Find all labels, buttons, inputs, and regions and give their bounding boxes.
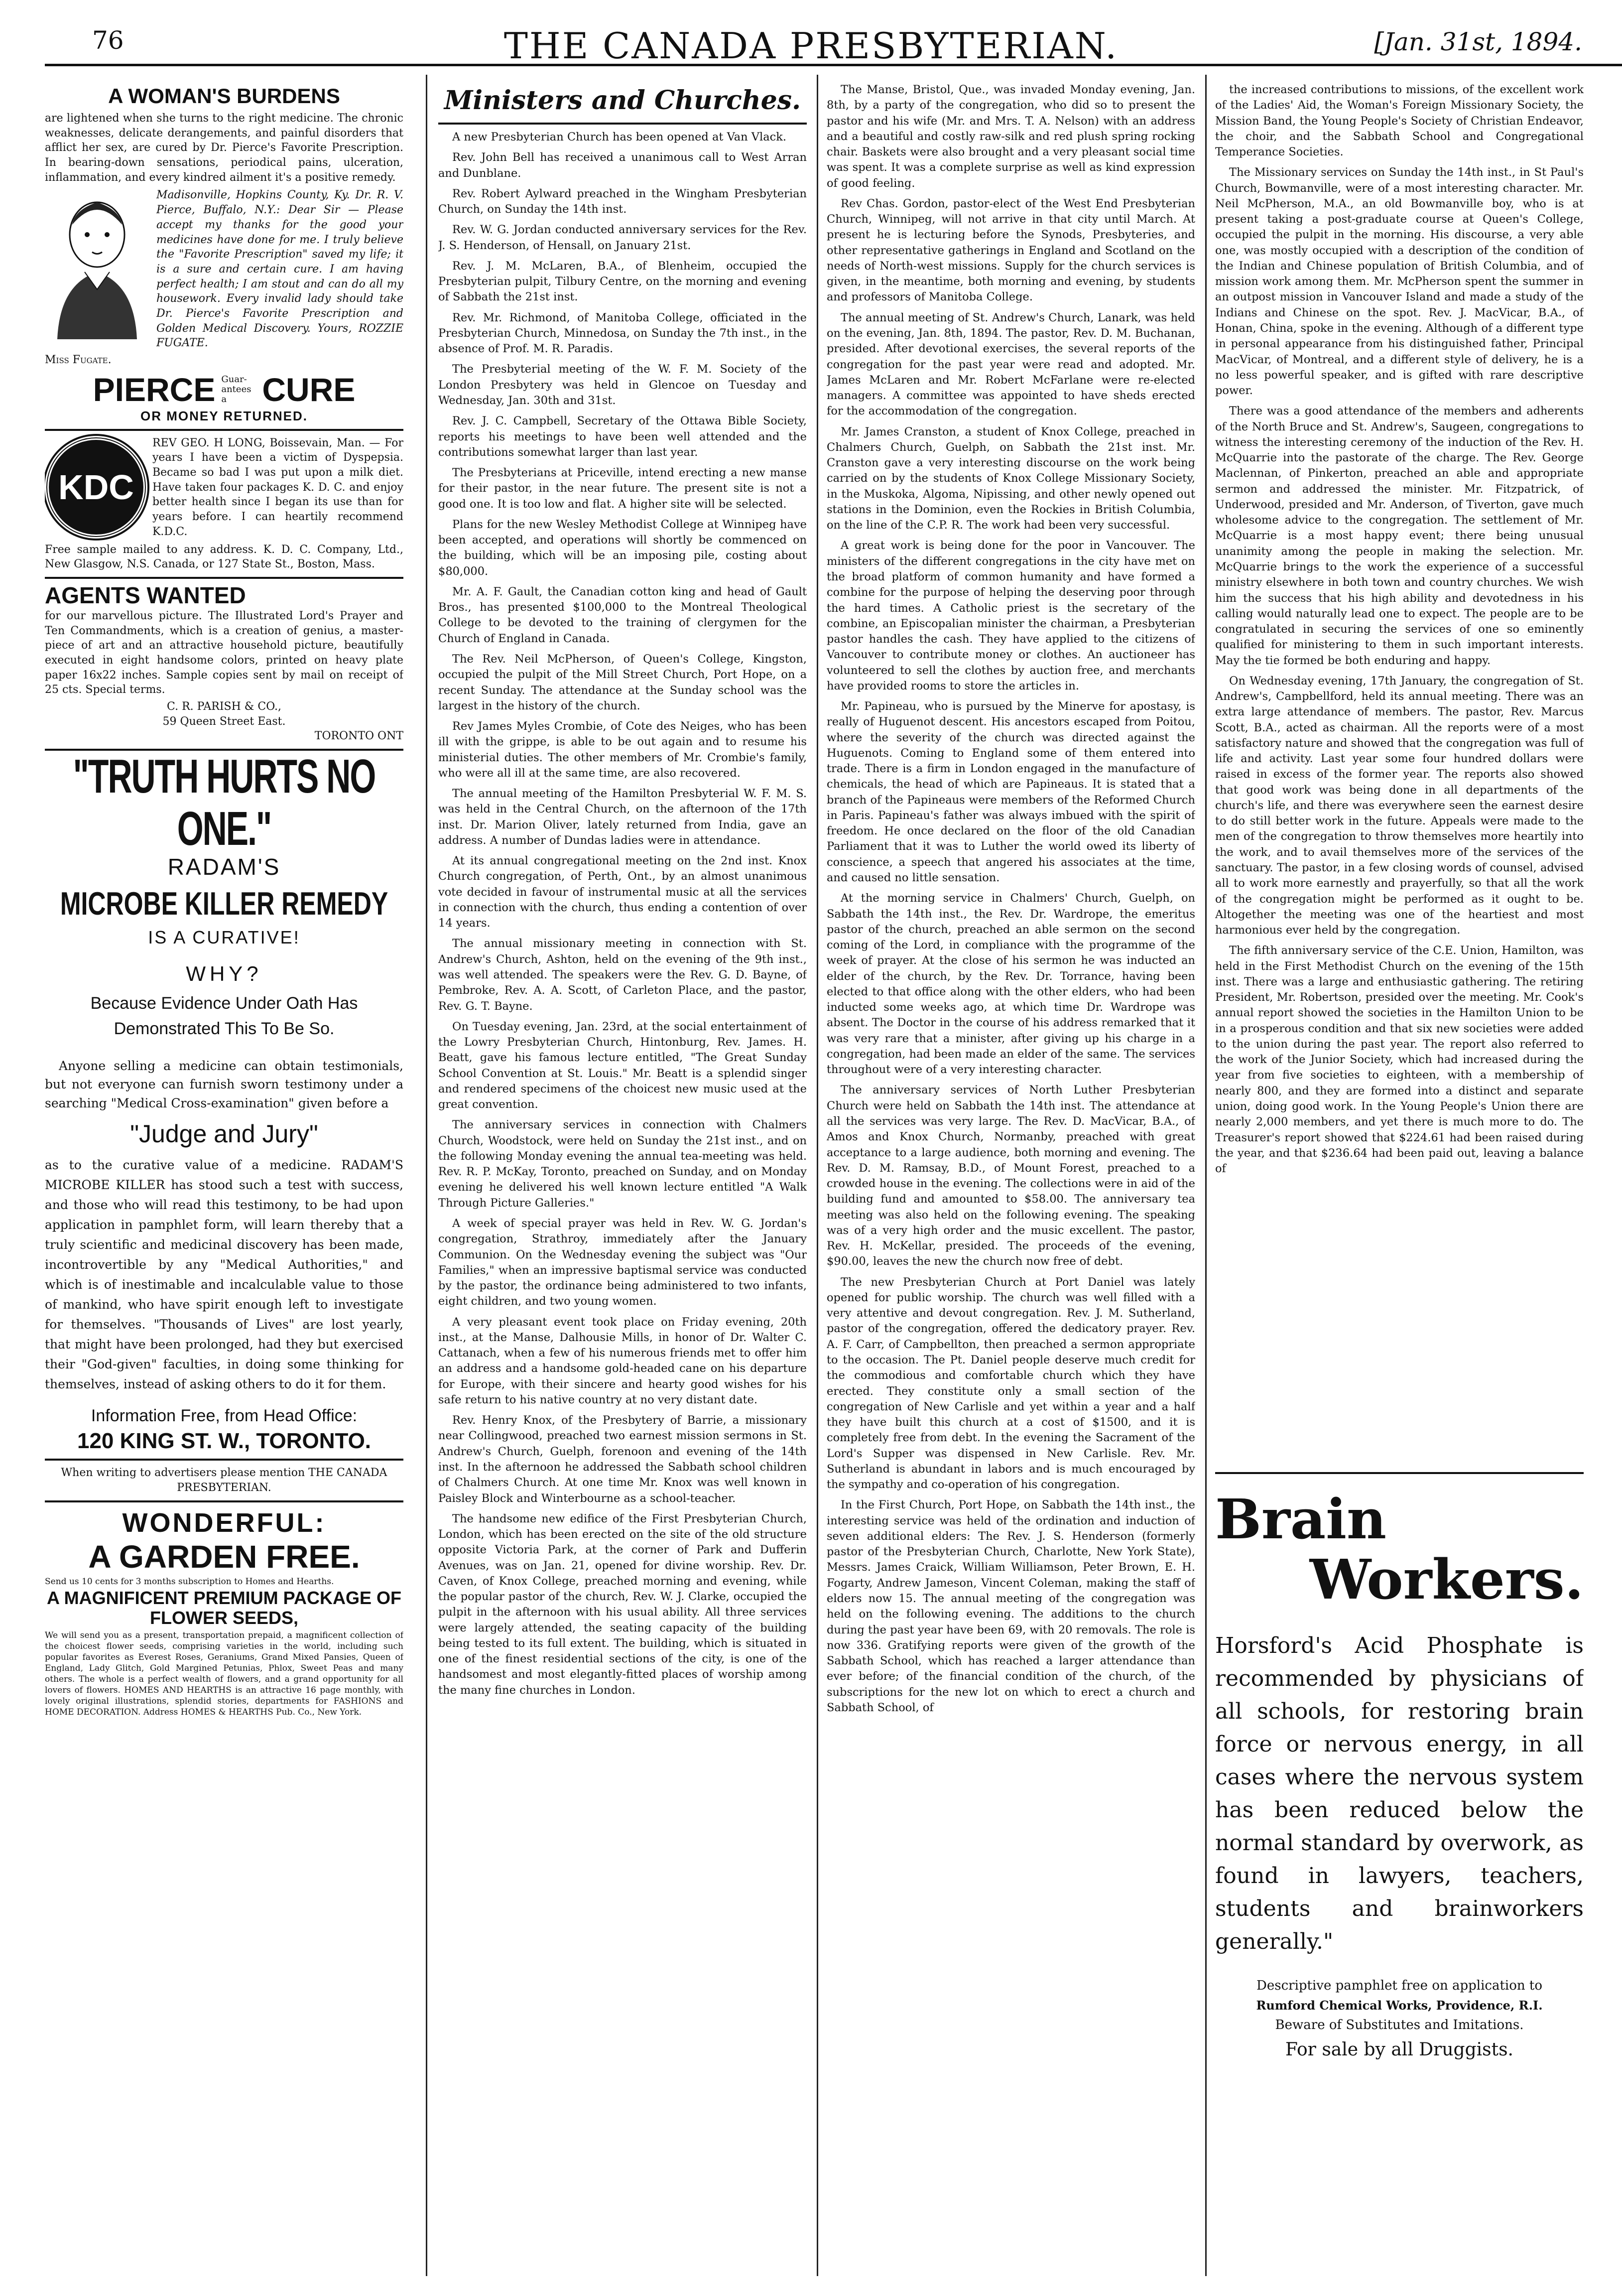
kdc-text: REV GEO. H LONG, Boissevain, Man. — For years I have been a victim of Dyspepsia. Became so bad I was put upon a milk diet. Have taken four packages K. D. C. and enjoy better health since I began its use than for years before. I can heartily recommend K.D.C. [152, 436, 403, 538]
news-paragraph: The Missionary services on Sunday the 14th inst., in St Paul's Church, Bowmanville, were of a most interesting character. Mr. Neil McPherson, M.A., an old Bowmanville boy, who is at present taking a post-graduate course at Queen's College, occupied the pulpit in the morning. His discourse, a very able one, was mostly occupied with a description of the condition of the Indian and Chinese population of British Columbia, and of mission work among them. Mr. McPherson spent the summer in an outpost mission in Vancouver Island and made a study of the Indians and Chinese on the spot. Rev. J. MacVicar, B.A., of Honan, China, spoke in the evening. Although of a different type in personal appearance from his distinguished father, Principal MacVicar, of Montreal, and a different style of delivery, he is a no less powerful speaker, and is gifted with rare descriptive power. [1215, 166, 1584, 398]
news-paragraph: Rev. John Bell has received a unanimous call to West Arran and Dunblane. [438, 151, 807, 180]
info-line: Information Free, from Head Office: [91, 1406, 358, 1426]
agents-title: AGENTS WANTED [45, 582, 246, 608]
portrait-caption: Miss Fugate. [45, 354, 112, 366]
news-paragraph: The new Presbyterian Church at Port Daniel was lately opened for public worship. The church was well filled with a very attentive and devout congregation. Rev. J. M. Sutherland, pastor of the congregation, offered the dedicatory prayer. Rev. A. F. Carr, of Campbellton, then preached a sermon appropriate to the occasion. The Pt. Daniel people deserve much credit for the commodious and comfortable church which they have erected. They constitute only a small section of the congregation of New Carlisle and yet within a year and a half they have built this church at a cost of $1500, and it is completely free from debt. In the evening the Sacrament of the Lord's Supper was dispensed in New Carlisle. Rev. Mr. Sutherland is abundant in labors and is much encouraged by the sympathy and co-operation of his congregation. [827, 1275, 1195, 1491]
section-title: Ministers and Churches. [444, 85, 801, 116]
brain-heading: Brain [1215, 1487, 1386, 1551]
column-divider [1205, 75, 1207, 2276]
news-paragraph: Rev. Mr. Richmond, of Manitoba College, officiated in the Presbyterian Church, Minnedosa, on Sunday the 7th inst., in the absence of Prof. M. R. Paradis. [438, 311, 807, 356]
news-paragraph: Mr. James Cranston, a student of Knox College, preached in Chalmers Church, Guelph, on Sabbath the 21st inst. Mr. Cranston gave a very interesting discourse on the work being carried on by the students of Knox College Missionary Society, in the Muskoka, Algoma, Nipissing, and other newly opened out stations in the Dominion, even the Rockies in British Columbia, on the line of the C.P. R. The work had been very successful. [827, 425, 1195, 532]
divider [438, 123, 807, 125]
agents-firm: C. R. PARISH & CO., [167, 700, 281, 713]
news-paragraph: Rev. W. G. Jordan conducted anniversary services for the Rev. J. S. Henderson, of Hensall, on January 21st. [438, 223, 807, 252]
news-paragraph: The handsome new edifice of the First Presbyterian Church, London, which has been erected on the site of the old structure opposite Victoria Park, at the corner of Park and Dufferin Avenues, was on Jan. 21, opened for divine worship. Rev. Dr. Caven, of Knox College, preached morning and evening, while the popular pastor of the church, Rev. W. J. Clarke, occupied the pulpit in the afternoon with his usual ability. All three services were largely attended, the seating capacity of the building being tested to its full extent. The building, which is situated in one of the finest residential sections of the city, is one of the handsomest and most elegantly-fitted places of worship among the many fine churches in London. [438, 1512, 807, 1697]
column-divider [817, 75, 818, 2276]
header-rule [45, 64, 1622, 66]
news-paragraph: The anniversary services in connection with Chalmers Church, Woodstock, were held on Sunday the 21st inst., and on the following Monday evening the annual tea-meeting was held. Rev. R. P. McKay, Toronto, preached on Sunday, and on Monday evening he delivered his well known lecture entitled "A Walk Through Picture Galleries." [438, 1118, 807, 1210]
forsale-line: For sale by all Druggists. [1285, 2039, 1513, 2060]
testimonial: Madisonville, Hopkins County, Ky. Dr. R. V. Pierce, Buffalo, N.Y.: Dear Sir — Please accept my thanks for the good your medicines have done for me. I truly believe the "Favorite Prescription" saved my life; it is a sure and certain cure. I am having perfect health; I am stout and can do all my housework. Every invalid lady should take Dr. Pierce's Favorite Prescription and Golden Medical Discovery. Yours, ROZZIE FUGATE. [156, 189, 403, 350]
divider [1215, 1472, 1584, 1474]
news-column-4 [1215, 82, 1584, 2276]
divider [45, 429, 403, 431]
microbe-heading: MICROBE KILLER REMEDY [60, 885, 388, 922]
divider [45, 1500, 403, 1502]
news-paragraph: The Rev. Neil McPherson, of Queen's College, Kingston, occupied the pulpit of the Mill Street Church, Port Hope, on a recent Sunday. The attendance at the Sunday school was the largest in the history of the church. [438, 652, 807, 712]
guarantees-word: Guar-antees a [221, 374, 251, 405]
wonderful-heading: WONDERFUL: [122, 1507, 326, 1538]
pierce-word: PIERCE [93, 371, 216, 408]
agents-ad [45, 584, 403, 607]
why-heading: WHY? [186, 961, 262, 985]
masthead: THE CANADA PRESBYTERIAN. [503, 25, 1119, 67]
news-paragraph: The Presbyterians at Priceville, intend erecting a new manse for their pastor, in the near future. The present site is not a good one. It is too low and flat. A higher site will be selected. [438, 466, 807, 511]
because-heading: Because Evidence Under Oath Has Demonstrated This To Be So. [90, 993, 358, 1038]
news-paragraph: Rev James Myles Crombie, of Cote des Neiges, who has been ill with the grippe, is able to be out again and to resume his ministerial duties. The other members of Mr. Crombie's family, who were all ill at the same time, are also recovered. [438, 720, 807, 780]
news-column-2 [438, 82, 807, 2276]
issue-date: [Jan. 31st, 1894. [1374, 27, 1582, 56]
news-paragraph: The annual missionary meeting in connection with St. Andrew's Church, Ashton, held on the evening of the 9th inst., was well attended. The speakers were the Rev. G. D. Bayne, of Pembroke, Rev. A. A. Scott, of Carleton Place, and the pastor, Rev. G. T. Bayne. [438, 937, 807, 1013]
garden-sub: Send us 10 cents for 3 months subscription to Homes and Hearths. [45, 1576, 334, 1587]
garden-heading: A GARDEN FREE. [88, 1538, 360, 1575]
news-paragraph: A very pleasant event took place on Friday evening, 20th inst., at the Manse, Dalhousie Mills, in honor of Dr. Walter C. Cattanach, when a few of his numerous friends met to offer him an address and a handsome gold-headed cane on his departure for Europe, with their sincere and hearty good wishes for his safe return to his native country at no very distant date. [438, 1315, 807, 1406]
advertisement-column [45, 82, 403, 2276]
pamphlet-line: Descriptive pamphlet free on application to [1256, 1978, 1542, 1993]
garden-text: We will send you as a present, transportation prepaid, a magnificent collection of the choicest flower seeds, comprising varieties in the world, including such popular favorites as Everest Roses, Geraniums, Grand Mixed Pansies, Queen of England, Lady Glitch, Gold Margined Petunias, Phlox, Sweet Peas and many others. The whole is a perfect wealth of flowers, and a grand opportunity for all lovers of flowers. HOMES AND HEARTHS is an attractive 16 page monthly, with lovely original illustrations, splendid stories, departments for FASHIONS and HOME DECORATION. Address HOMES & HEARTHS Pub. Co., New York. [45, 1630, 403, 1718]
beware-line: Beware of Substitutes and Imitations. [1275, 2018, 1524, 2032]
column-body [827, 82, 1195, 1716]
news-paragraph: Rev. J. C. Campbell, Secretary of the Ottawa Bible Society, reports his meetings to have been well attended and the contributions somewhat larger than last year. [438, 414, 807, 459]
news-paragraph: Rev. J. M. McLaren, B.A., of Blenheim, occupied the Presbyterian pulpit, Tilbury Centre, on the morning and evening of Sabbath the 21st inst. [438, 259, 807, 304]
pierce-cure-banner [45, 371, 403, 408]
ad-title-burdens: A WOMAN'S BURDENS [108, 84, 340, 108]
news-paragraph: The anniversary services of North Luther Presbyterian Church were held on Sabbath the 14th inst. The attendance at all the services was very large. The Rev. D. MacVicar, B.A., of Amos and Knox Church, Normanby, preached with great acceptance to a large audience, both morning and evening. The Rev. D. M. Ramsay, B.D., of Mount Forest, preached to a crowded house in the evening. The collections were in aid of the building fund and amounted to $58.00. The anniversary tea meeting was also held on the following evening. The speaking was of a very high order and the music excellent. The pastor, Rev. H. McKellar, presided. The proceeds of the evening, $90.00, leaves the new the church now free of debt. [827, 1083, 1195, 1268]
news-paragraph: The Manse, Bristol, Que., was invaded Monday evening, Jan. 8th, by a party of the congregation, who did so to present the pastor and his wife (Mr. and Mrs. T. A. Nelson) with an address and a beautiful and costly raw-silk and red plush spring rocking chair. Baskets were also brought and a very pleasant social time was spent. It was a complete surprise as well as kind expression of good feeling. [827, 83, 1195, 190]
column-body [438, 130, 807, 1698]
divider [45, 577, 403, 579]
agents-city: TORONTO ONT [314, 730, 403, 743]
portrait-illustration [45, 190, 149, 344]
page-header [0, 0, 1622, 75]
news-paragraph: At the morning service in Chalmers' Church, Guelph, on Sabbath the 14th inst., the Rev. Dr. Wardrope, the emeritus pastor of the church, preached an able sermon on the second coming of the Lord, in compliance with the programme of the week of prayer. At the close of his sermon he was inducted an elder of the church, by the Rev. Dr. Torrance, having been elected to that office along with the other elders, who had been inducted some weeks ago, at which time Dr. Wardrope was absent. The Doctor in the course of his address remarked that it was very rare that a minister, after giving up his charge in a congregation, had been made an elder of the same. The services throughout were of a very interesting character. [827, 892, 1195, 1077]
judge-heading: "Judge and Jury" [130, 1120, 318, 1148]
news-paragraph: In the First Church, Port Hope, on Sabbath the 14th inst., the interesting service was held of the ordination and induction of seven additional elders: The Rev. J. S. Henderson (formerly pastor of the Presbyterian Church, Charlotte, New York State), Messrs. James Craick, William Williamson, Peter Brown, E. H. Fogarty, Andrew Jameson, Vincent Coleman, making the staff of elders now 15. The annual meeting of the congregation was held on the following evening. The additions to the church during the past year have been 69, with 20 removals. The role is now 336. Gratifying reports were given of the growth of the Sabbath School, which has reached a larger attendance than ever before; of the financial condition of the church, of the subscriptions for the new lot on which to erect a church and Sabbath School, of [827, 1498, 1195, 1714]
news-paragraph: Mr. Papineau, who is pursued by the Minerve for apostasy, is really of Huguenot descent. His ancestors escaped from Poitou, where the severity of the church was directed against the Huguenots. Coming to England some of them entered into trade. There is a firm in London engaged in the manufacture of chemicals, the head of which are Papineaus. It is stated that a branch of the Papineaus were members of the Reformed Church in Paris. Papineau's father was always imbued with the spirit of freedom. He once declared on the floor of the old Canadian Parliament that it was to Luther the world owed its liberty of conscience, a speech that angered his associates at the time, and caused no little sensation. [827, 700, 1195, 885]
cure-word: CURE [262, 371, 356, 408]
radam-text-2: as to the curative value of a medicine. RADAM'S MICROBE KILLER has stood such a test with success, and those who will read this testimony, to be had upon application in pamphlet form, will learn thereby that a truly scientific and medicinal discovery has been made, incontrovertible by any "Medical Authorities," and which is of inestimable and incalculable value to those of mankind, who have spirit enough left to investigate for themselves. "Thousands of Lives" are lost yearly, that might have been prolonged, had they but exercised their "God-given" faculties, in doing some thinking for themselves, instead of asking others to do it for them. [45, 1158, 403, 1392]
kdc-sample: Free sample mailed to any address. K. D. C. Company, Ltd., New Glasgow, N.S. Canada, or 127 State St., Boston, Mass. [45, 543, 403, 571]
radam-text-1: Anyone selling a medicine can obtain testimonials, but not everyone can furnish sworn testimony under a searching "Medical Cross-examination" given before a [45, 1058, 403, 1110]
news-paragraph: A new Presbyterian Church has been opened at Van Vlack. [452, 131, 787, 143]
news-paragraph: Rev Chas. Gordon, pastor-elect of the West End Presbyterian Church, Winnipeg, will not arrive in that city until March. At present he is lecturing before the Synods, Presbyteries, and other representative gatherings in England and Scotland on the needs of North-west missions. Supply for the church services is given, in the meantime, both morning and evening, by students and professors of Manitoba College. [827, 197, 1195, 304]
agents-text: for our marvellous picture. The Illustrated Lord's Prayer and Ten Commandments, which is a creation of genius, a master-piece of art and an attractive household picture, beautifully executed in eight handsome colors, printed on heavy plate paper 16x22 inches. Sample copies sent by mail on receipt of 25 cts. Special terms. [45, 609, 403, 696]
news-paragraph: There was a good attendance of the members and adherents of the North Bruce and St. Andrew's, Saugeen, congregations to witness the interesting ceremony of the induction of the Rev. H. McQuarrie into the pastorate of the charge. The Rev. George Maclennan, of Pinkerton, preached an able and appropriate sermon and addressed the minister. Mr. Fitzpatrick, of Underwood, presided and Mr. Anderson, of Tiverton, gave much wholesome advice to the congregation. The settlement of Mr. McQuarrie is a most happy event; there being unusual unanimity among the people in making the selection. Mr. McQuarrie brings to the work the experience of a successful ministry elsewhere in both town and country churches. We wish him the success that his high ability and devotedness in his calling would naturally lead one to expect. The people are to be congratulated in securing the services of one so eminently qualified for ministering to them in such important interests. May the tie formed be both enduring and happy. [1215, 405, 1584, 667]
premium-heading: A MAGNIFICENT PREMIUM PACKAGE OF FLOWER SEEDS, [47, 1588, 401, 1628]
page-number: 76 [92, 26, 124, 55]
news-paragraph: Plans for the new Wesley Methodist College at Winnipeg have been accepted, and operations will shortly be commenced on the building, which will be an imposing pile, costing about $80,000. [438, 518, 807, 578]
kdc-ad [45, 436, 403, 540]
column-body [1215, 82, 1584, 1442]
agents-address: 59 Queen Street East. [162, 715, 286, 728]
news-column-3 [827, 82, 1195, 2276]
news-paragraph: A great work is being done for the poor in Vancouver. The ministers of the different congregations in the city have met on the broad platform of common humanity and have formed a combine for the purpose of helping the deserving poor through the hard times. A Catholic priest is the secretary of the combine, an Episcopalian minister the chairman, a Presbyterian pastor handles the cash. They have applied to the citizens of Vancouver to contribute money or clothes. An auctioneer has volunteered to sell the clothes by auction free, and merchants have provided rooms to store the articles in. [827, 539, 1195, 692]
when-writing: When writing to advertisers please mention THE CANADA PRESBYTERIAN. [61, 1467, 387, 1494]
workers-heading: Workers. [1309, 1547, 1584, 1612]
news-paragraph: The Presbyterial meeting of the W. F. M. Society of the London Presbytery was held in Glencoe on Tuesday and Wednesday, Jan. 30th and 31st. [438, 363, 807, 407]
curative-heading: IS A CURATIVE! [148, 927, 300, 947]
news-paragraph: Mr. A. F. Gault, the Canadian cotton king and head of Gault Bros., has presented $100,000 to the Montreal Theological College to be devoted to the training of clergymen for the Church of England in Canada. [438, 585, 807, 645]
news-paragraph: Rev. Robert Aylward preached in the Wingham Presbyterian Church, on Sunday the 14th inst. [438, 187, 807, 216]
head-office-address: 120 KING ST. W., TORONTO. [77, 1429, 372, 1454]
news-paragraph: At its annual congregational meeting on the 2nd inst. Knox Church congregation, of Perth, Ont., by an almost unanimous vote decided in favour of instrumental music at all the services in connection with the church, thus ending a contention of over 14 years. [438, 854, 807, 930]
news-paragraph: the increased contributions to missions, of the excellent work of the Ladies' Aid, the Woman's Foreign Missionary Society, the Mission Band, the Young People's Society of Christian Endeavor, the choir, and the Sabbath School and Congregational Temperance Societies. [1215, 83, 1584, 159]
news-paragraph: Rev. Henry Knox, of the Presbytery of Barrie, a missionary near Collingwood, preached two earnest mission sermons in St. Andrew's Church, Guelph, forenoon and evening of the 14th inst. In the afternoon he addressed the Sabbath school children of Chalmers Church. At one time Mr. Knox was well known in Paisley Block and Winterbourne as a school-teacher. [438, 1414, 807, 1505]
rumford-line: Rumford Chemical Works, Providence, R.I. [1256, 1998, 1543, 2013]
news-paragraph: On Wednesday evening, 17th January, the congregation of St. Andrew's, Campbellford, held its annual meeting. There was an extra large attendance of members. The pastor, Rev. Marcus Scott, B.A., acted as chairman. All the reports were of a most satisfactory nature and showed that the congregation was full of life and activity. Last year some four hundred dollars were raised in excess of the former year. The reports also showed that good work was being done in all departments of the church's life, and there was everywhere seen the earnest desire to do still better work in the future. Appeals were made to the men of the congregation to throw themselves more heartily into the work, and to avail themselves more of the services of the sanctuary. The pastor, in a few closing words of counsel, advised all to work more earnestly and prayerfully, so that all the work of the congregation might be performed as it ought to be. Altogether the meeting was one of the heartiest and most harmonious ever held by the congregation. [1215, 674, 1584, 937]
news-paragraph: A week of special prayer was held in Rev. W. G. Jordan's congregation, Strathroy, immediately after the January Communion. On the Wednesday evening the subject was "Our Families," when an impressive baptismal service was conducted by the pastor, the ordinance being administered to two infants, eight children, and two young women. [438, 1217, 807, 1308]
column-divider [426, 75, 427, 2276]
money-returned: OR MONEY RETURNED. [140, 408, 308, 423]
kdc-logo: KDC [45, 436, 147, 539]
radams-heading: RADAM'S [167, 853, 281, 880]
truth-headline: "TRUTH HURTS NO ONE." [73, 750, 375, 855]
horsford-text: Horsford's Acid Phosphate is recommended by physicians of all schools, for restoring brain force or nervous energy, in all cases where the nervous system has been reduced below the normal standard by overwork, as found in lawyers, teachers, students and brainworkers generally." [1215, 1633, 1584, 1954]
ad-text-burdens: are lightened when she turns to the right medicine. The chronic weaknesses, delicate derangements, and painful disorders that afflict her sex, are cured by Dr. Pierce's Favorite Prescription. In bearing-down sensations, periodical pains, ulceration, inflammation, and every kindred ailment it's a positive remedy. [45, 112, 403, 184]
news-paragraph: The annual meeting of St. Andrew's Church, Lanark, was held on the evening, Jan. 8th, 1894. The pastor, Rev. D. M. Buchanan, presided. After devotional exercises, the several reports of the congregation for the past year were read and adopted. Mr. James McLaren and Mr. Robert McFarlane were re-elected managers. A committee was appointed to have sheds erected for the accommodation of the congregation. [827, 311, 1195, 418]
divider [45, 1459, 403, 1461]
news-paragraph: The annual meeting of the Hamilton Presbyterial W. F. M. S. was held in the Central Church, on the afternoon of the 17th inst. Dr. Marion Oliver, lately returned from India, gave an address. A number of Dundas ladies were in attendance. [438, 787, 807, 847]
news-paragraph: The fifth anniversary service of the C.E. Union, Hamilton, was held in the First Methodist Church on the evening of the 15th inst. There was a large and enthusiastic gathering. The retiring President, Mr. Robertson, presided over the meeting. Mr. Cook's annual report showed the societies in the Hamilton Union to be in a prosperous condition and that six new societies were added to the union during the past year. The report also referred to the work of the Junior Society, which had increased during the year from five societies to eighteen, with a membership of nearly 800, and they are formed into a distinct and separate union, doing good work. In the Young People's Union there are nearly 2,000 members, and yet there is much more to do. The Treasurer's report showed that $224.61 had been raised during the year, and that $236.64 had been paid out, leaving a balance of [1215, 944, 1584, 1176]
news-paragraph: On Tuesday evening, Jan. 23rd, at the social entertainment of the Lowry Presbyterian Church, Hintonburg, Rev. James. H. Beatt, gave his famous lecture entitled, "The Great Sunday School Convention at St. Louis." Mr. Beatt is a splendid singer and rendered specimens of the choicest new music used at the great convention. [438, 1020, 807, 1111]
